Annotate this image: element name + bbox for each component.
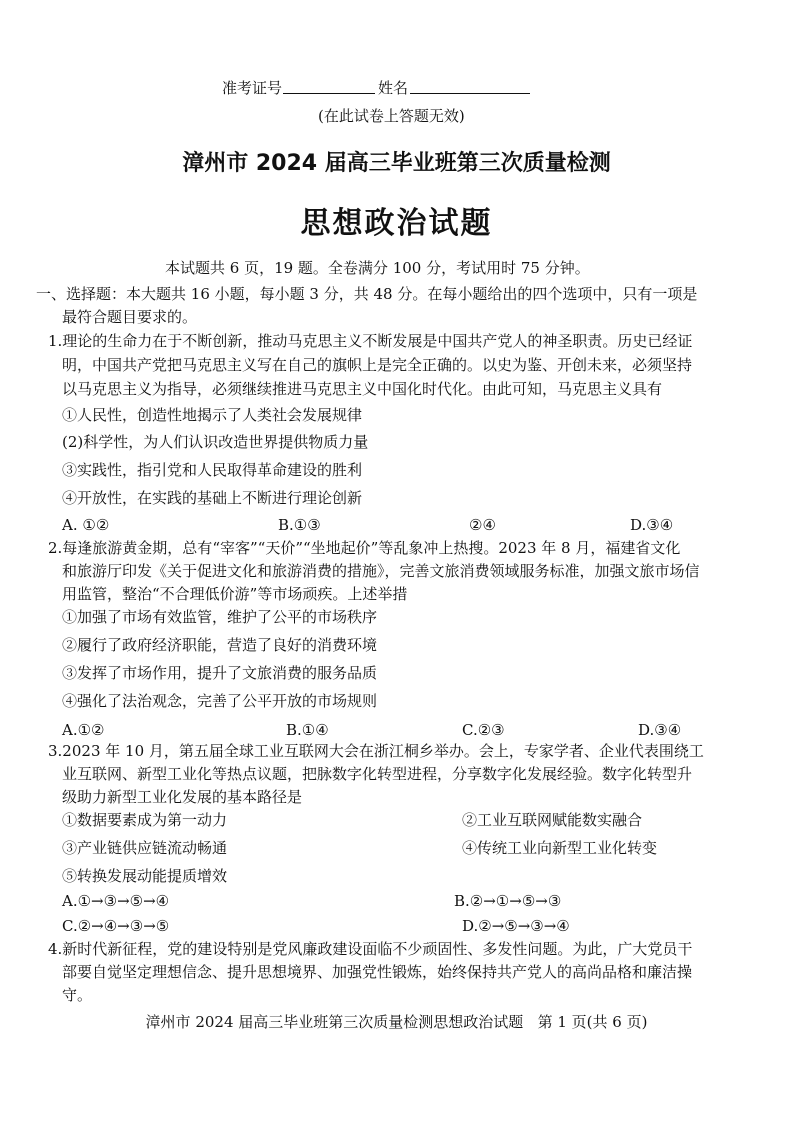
q1-stem-line3: 以马克思主义为指导，必须继续推进马克思主义中国化时代化。由此可知，马克思主义具有 [62,380,663,398]
q2-option-b: B.①④ [286,721,329,739]
ticket-number-label: 准考证号 [222,79,283,97]
q1-statement-1: ①人民性，创造性地揭示了人类社会发展规律 [62,406,363,424]
q3-stem-line1: 3.2023 年 10 月，第五届全球工业互联网大会在浙江桐乡举办。会上，专家学者、企业代表围绕工 [48,742,704,760]
q2-stem-line1: 2.每逢旅游黄金期，总有“宰客”“天价”“坐地起价”等乱象冲上热搜。2023 年 8 月，福建省文化 [48,539,681,557]
q2-option-a: A.①② [62,721,105,739]
section-heading: 一、选择题：本大题共 16 小题，每小题 3 分，共 48 分。在每小题给出的四个选项中，只有一项是 [36,285,698,303]
exam-title: 漳州市 2024 届高三毕业班第三次质量检测 [182,151,611,176]
exam-intro: 本试题共 6 页，19 题。全卷满分 100 分，考试用时 75 分钟。 [165,259,590,277]
q3-statement-2: ②工业互联网赋能数实融合 [462,811,643,829]
q3-option-a: A.①→③→⑤→④ [62,892,170,910]
q3-statement-1: ①数据要素成为第一动力 [62,811,228,829]
q1-option-a: A. ①② [62,516,110,534]
q1-statement-2: (2)科学性，为人们认识改造世界提供物质力量 [62,433,369,451]
q2-option-c: C.②③ [462,721,505,739]
q2-statement-4: ④强化了法治观念，完善了公平开放的市场规则 [62,692,378,710]
q3-statement-5: ⑤转换发展动能提质增效 [62,867,228,885]
name-blank [410,93,530,94]
q3-statement-4: ④传统工业向新型工业化转变 [462,839,658,857]
name-label: 姓名 [378,79,409,97]
page-footer: 漳州市 2024 届高三毕业班第三次质量检测思想政治试题 第 1 页(共 6 页) [145,1013,648,1031]
q3-option-b: B.②→①→⑤→③ [454,892,562,910]
q4-stem-line2: 部要自觉坚定理想信念、提升思想境界、加强党性锻炼，始终保持共产党人的高尚品格和廉洁操 [62,963,693,981]
q1-stem-line2: 明，中国共产党把马克思主义写在自己的旗帜上是完全正确的。以史为鉴、开创未来，必须坚持 [62,356,693,374]
answer-invalid-note: (在此试卷上答题无效) [318,107,465,125]
q3-option-c: C.②→④→③→⑤ [62,917,170,935]
q2-statement-3: ③发挥了市场作用，提升了文旅消费的服务品质 [62,664,378,682]
q1-option-d: D.③④ [630,516,674,534]
q1-statement-4: ④开放性，在实践的基础上不断进行理论创新 [62,489,363,507]
q2-statement-1: ①加强了市场有效监管，维护了公平的市场秩序 [62,608,378,626]
subject-title: 思想政治试题 [300,206,493,241]
q2-statement-2: ②履行了政府经济职能，营造了良好的消费环境 [62,636,378,654]
section-heading-cont: 最符合题目要求的。 [62,308,198,326]
ticket-number-blank [283,93,375,94]
q2-stem-line2: 和旅游厅印发《关于促进文化和旅游消费的措施》，完善文旅消费领域服务标准，加强文旅市场信 [62,562,700,580]
q3-stem-line3: 级助力新型工业化发展的基本路径是 [62,788,303,806]
q1-statement-3: ③实践性，指引党和人民取得革命建设的胜利 [62,461,363,479]
q2-option-d: D.③④ [638,721,682,739]
q4-stem-line1: 4.新时代新征程，党的建设特别是党风廉政建设面临不少顽固性、多发性问题。为此，广大党员干 [48,940,693,958]
q1-option-b: B.①③ [278,516,321,534]
q3-statement-3: ③产业链供应链流动畅通 [62,839,228,857]
q4-stem-line3: 守。 [62,986,93,1004]
q1-option-c: ②④ [469,516,496,534]
q1-stem-line1: 1.理论的生命力在于不断创新，推动马克思主义不断发展是中国共产党人的神圣职责。历史已经证 [48,332,693,350]
q2-stem-line3: 用监管，整治“不合理低价游”等市场顽疾。上述举措 [62,585,408,603]
q3-stem-line2: 业互联网、新型工业化等热点议题，把脉数字化转型进程，分享数字化发展经验。数字化转型升 [62,765,693,783]
q3-option-d: D.②→⑤→③→④ [462,917,570,935]
